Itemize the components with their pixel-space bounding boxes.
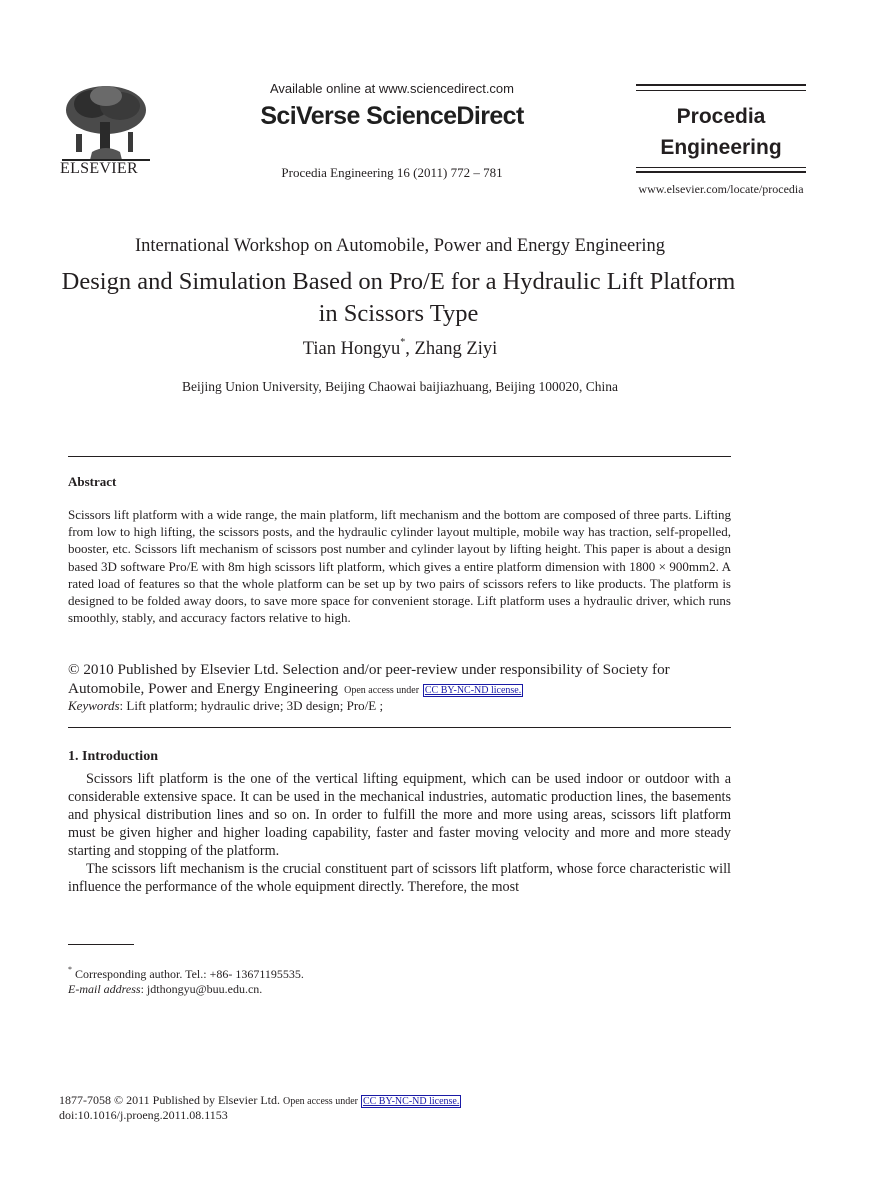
- email-address[interactable]: : jdthongyu@buu.edu.cn.: [140, 982, 263, 996]
- conference-name: International Workshop on Automobile, Power and Energy Engineering: [134, 236, 666, 256]
- journal-rule-top-2: [636, 90, 806, 91]
- journal-name-line1: Procedia: [676, 105, 766, 128]
- open-access-label: Open access under: [344, 685, 420, 696]
- abstract-rule-bottom: [68, 727, 731, 728]
- paragraph: The scissors lift mechanism is the crucial constituent part of scissors lift platform, whose force characteristic will influence the performance of the whole equipment directly. Therefore, the most: [68, 861, 731, 895]
- journal-url-link[interactable]: www.elsevier.com/locate/procedia: [638, 182, 804, 196]
- abstract-body: Scissors lift platform with a wide range, the main platform, lift mechanism and the bottom are composed of three parts. Lifting from low to high lifting, the scissors posts, and the hydraulic cylinder layout multiple, mobile way has traction, self-propelled, booster, etc. Scissors lift mechanism of scissors post number and cylinder layout by lifting height. This paper is about a design based 3D software Pro/E with 8m high scissors lift platform, which gives a entire platform dimension with 1800 × 900mm2. A rated load of features so that the whole platform can be set up by two pairs of scissors refers to like products. The platform is designed to be folded away doors, to save more space for convenient storage. Lift platform uses a hydraulic driver, which runs smoothly, stably, and accuracy factors relative to high.: [68, 507, 731, 626]
- copyright-text: © 2010 Published by Elsevier Ltd. Selection and/or peer-review under responsibility of Society for Automobile, Power and Energy Engineering: [68, 661, 670, 697]
- available-online-link[interactable]: Available online at www.sciencedirect.com: [270, 81, 514, 96]
- journal-rule-bottom: [636, 167, 806, 168]
- issn-line: [59, 1093, 461, 1108]
- journal-name-line2: Engineering: [660, 136, 782, 159]
- footnote-rule: [68, 944, 134, 945]
- email-label: E-mail address: [68, 982, 141, 996]
- journal-rule-top: [636, 84, 806, 86]
- author-1: Tian Hongyu: [302, 339, 401, 360]
- sciencedirect-logo: SciVerse ScienceDirect: [260, 102, 524, 130]
- doi-link[interactable]: doi:10.1016/j.proeng.2011.08.1153: [59, 1108, 228, 1122]
- keywords: [68, 698, 383, 714]
- footnote-corresponding: [68, 966, 304, 982]
- journal-name: [636, 101, 806, 163]
- keywords-list: : Lift platform; hydraulic drive; 3D design; Pro/E ;: [119, 698, 384, 713]
- publisher-name: ELSEVIER: [60, 160, 138, 177]
- section-heading-introduction: 1. Introduction: [68, 749, 158, 764]
- keywords-label: Keywords: [68, 698, 120, 713]
- paragraph: Scissors lift platform is the one of the vertical lifting equipment, which can be used indoor or outdoor with a considerable extensive space. It can be used in the mechanical industries, automatic production lines, the basements and physical distribution lines and so on. In order to fulfill the more and more using areas, scissors lift platform must be given higher and higher loading capability, faster and faster moving velocity and more and more steady starting and stopping of the platform.: [68, 771, 731, 859]
- copyright-statement: [68, 660, 731, 700]
- affiliation: Beijing Union University, Beijing Chaowai baijiazhuang, Beijing 100020, China: [182, 379, 618, 394]
- introduction-body: [68, 770, 731, 896]
- author-list: [0, 339, 800, 360]
- license-link-bottom[interactable]: CC BY-NC-ND license.: [362, 1096, 460, 1107]
- open-access-label-bottom: Open access under: [283, 1096, 358, 1107]
- author-2: , Zhang Ziyi: [405, 339, 498, 360]
- footnote-text: Corresponding author. Tel.: +86- 13671195535.: [72, 967, 304, 981]
- abstract-rule-top: [68, 456, 731, 457]
- abstract-heading: Abstract: [68, 474, 117, 489]
- footnote-mark: *: [68, 965, 72, 974]
- article-title: Design and Simulation Based on Pro/E for a Hydraulic Lift Platform in Scissors Type: [61, 268, 736, 327]
- footnote-email: [68, 982, 262, 997]
- license-link[interactable]: CC BY-NC-ND license.: [424, 685, 522, 696]
- journal-rule-bottom-2: [636, 171, 806, 173]
- corresponding-author-mark[interactable]: *: [400, 337, 406, 348]
- journal-citation: Procedia Engineering 16 (2011) 772 – 781: [281, 165, 503, 180]
- issn-text: 1877-7058 © 2011 Published by Elsevier Ltd.: [59, 1093, 280, 1107]
